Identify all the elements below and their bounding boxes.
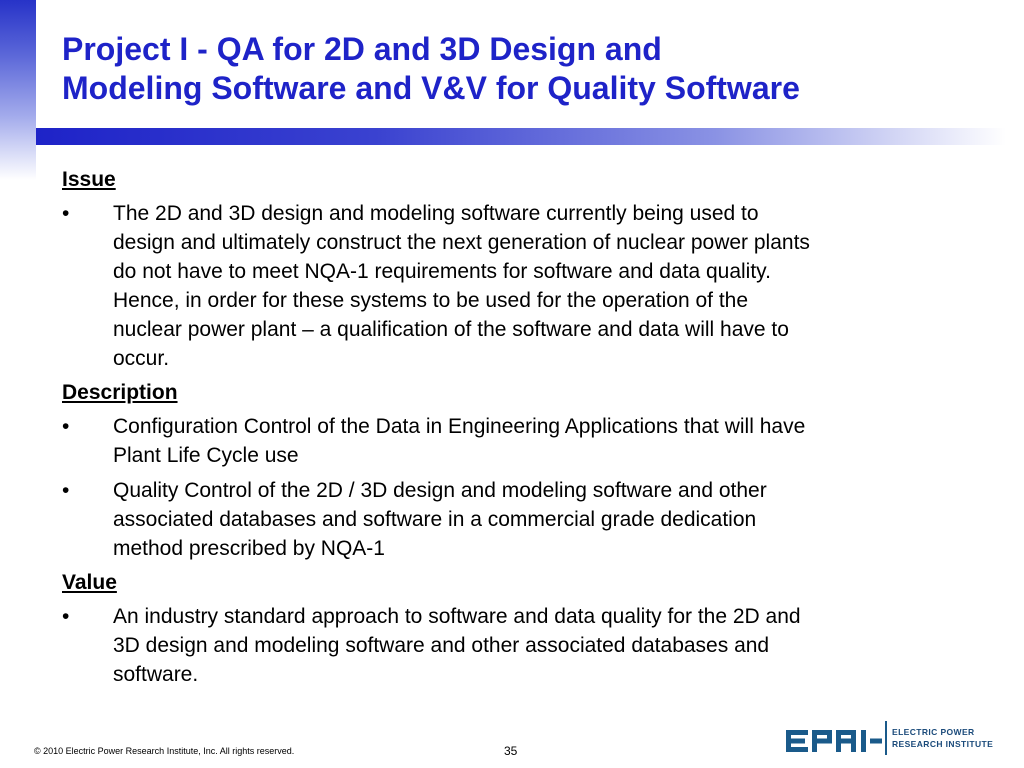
issue-heading: Issue (62, 168, 116, 191)
issue-bullet-text: The 2D and 3D design and modeling software currently being used to design and ultimately construct the next generation of nuclear power plants do not have to meet NQA-1 requirements for software and data quality. Hence, in order for these systems to be used for the operation of the nuclear power plant – a qualification of the software and data will have to occur. (113, 202, 810, 370)
copyright-notice: © 2010 Electric Power Research Institute, Inc. All rights reserved. (34, 746, 295, 756)
value-bullet-text: An industry standard approach to software and data quality for the 2D and 3D design and modeling software and other associated databases and software. (113, 605, 801, 686)
description-heading: Description (62, 381, 178, 404)
title-line-2: Modeling Software and V&V for Quality Software (62, 70, 800, 106)
bullet-icon: • (62, 479, 70, 502)
value-bullet (62, 602, 982, 689)
page-number: 35 (504, 744, 518, 758)
epri-logo (786, 720, 998, 756)
value-heading: Value (62, 571, 117, 594)
slide-title (62, 30, 1002, 108)
title-underline-bar (36, 128, 1006, 145)
bullet-icon: • (62, 605, 70, 628)
epri-wordmark-icon (786, 730, 882, 752)
description-bullet-2-text: Quality Control of the 2D / 3D design and modeling software and other associated databases and software in a commercial grade dedication method prescribed by NQA-1 (113, 479, 767, 560)
description-bullet-1 (62, 412, 982, 470)
title-line-1: Project I - QA for 2D and 3D Design and (62, 31, 662, 67)
description-bullet-1-text: Configuration Control of the Data in Engineering Applications that will have Plant Life Cycle use (113, 415, 806, 467)
logo-divider (885, 721, 887, 755)
bullet-icon: • (62, 415, 70, 438)
logo-text: ELECTRIC POWER RESEARCH INSTITUTE (892, 727, 994, 749)
issue-bullet (62, 199, 982, 373)
slide-content (62, 166, 982, 695)
bullet-icon: • (62, 202, 70, 225)
description-bullet-2 (62, 476, 982, 563)
side-accent-bar (0, 0, 36, 180)
